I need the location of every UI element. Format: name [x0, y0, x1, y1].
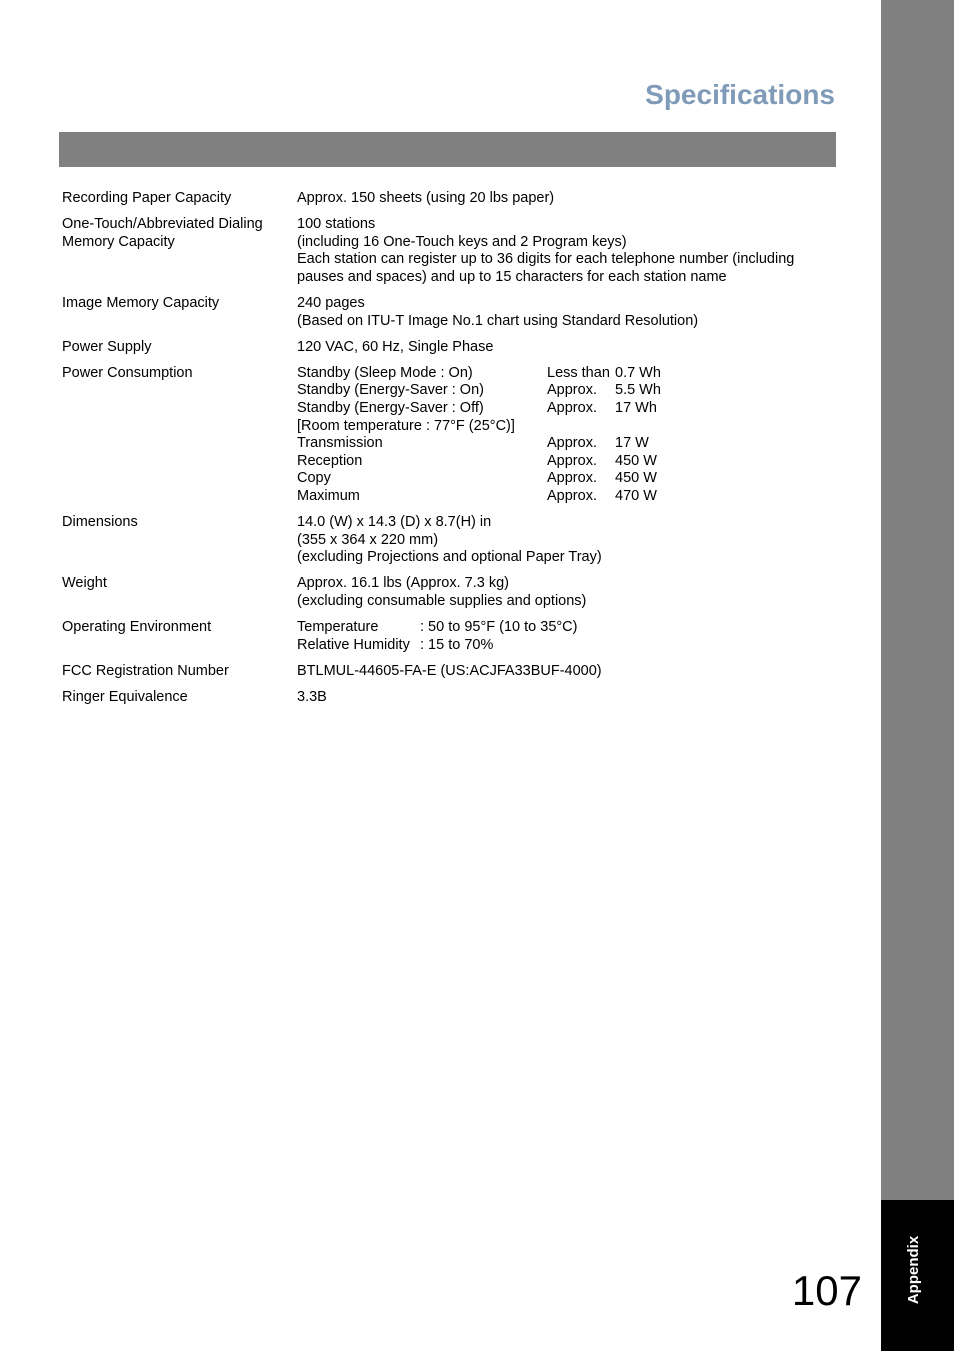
spec-label: Image Memory Capacity: [62, 294, 220, 311]
spec-value-line: BTLMUL-44605-FA-E (US:ACJFA33BUF-4000): [297, 662, 602, 679]
spec-row-power-supply: [62, 339, 822, 357]
page-title: Specifications: [645, 79, 835, 110]
power-qualifier: Approx.: [547, 452, 597, 469]
spec-value-line: 240 pages: [297, 294, 365, 311]
environment-row: [297, 619, 822, 637]
power-consumption-row: [297, 418, 822, 436]
power-consumption-row: [297, 382, 822, 400]
spec-value: [297, 190, 822, 208]
power-qualifier: Approx.: [547, 435, 597, 452]
spec-value-line: 14.0 (W) x 14.3 (D) x 8.7(H) in: [297, 514, 492, 530]
power-qualifier: Approx.: [547, 470, 597, 487]
spec-label: Power Supply: [62, 338, 152, 355]
power-qualifier: Approx.: [547, 487, 597, 504]
spec-value-line: pauses and spaces) and up to 15 characters for each station name: [297, 268, 727, 285]
power-value: 470 W: [615, 487, 657, 504]
spec-label: Recording Paper Capacity: [62, 190, 232, 206]
spec-value: [297, 689, 822, 707]
power-qualifier: [547, 418, 615, 436]
spec-value-line: (excluding consumable supplies and options): [297, 592, 587, 609]
spec-row-weight: [62, 575, 822, 610]
power-mode: Maximum: [297, 487, 360, 504]
environment-key: Relative Humidity: [297, 636, 410, 653]
power-value: 5.5 Wh: [615, 382, 661, 399]
page-number: 107: [791, 1267, 862, 1314]
spec-row-dialing-memory: [62, 216, 822, 286]
spec-label: Weight: [62, 575, 107, 592]
spec-label-line: Memory Capacity: [62, 233, 175, 250]
power-mode: Reception: [297, 452, 363, 469]
spec-label: [62, 216, 297, 286]
power-value: 450 W: [615, 470, 657, 487]
power-mode: Standby (Energy-Saver : Off): [297, 399, 484, 416]
spec-label: Dimensions: [62, 514, 138, 530]
spec-value: [297, 575, 822, 610]
power-mode: Standby (Sleep Mode : On): [297, 364, 473, 381]
spec-label-line: One-Touch/Abbreviated Dialing: [62, 216, 263, 233]
spec-row-recording-paper: [62, 190, 822, 208]
power-qualifier: Approx.: [547, 399, 597, 416]
power-value: 17 Wh: [615, 399, 657, 416]
spec-value: [297, 295, 822, 330]
power-consumption-row: [297, 488, 822, 506]
spec-value-line: (Based on ITU-T Image No.1 chart using Standard Resolution): [297, 312, 699, 329]
power-value: 0.7 Wh: [615, 364, 661, 381]
power-mode: Transmission: [297, 435, 383, 452]
power-value: 450 W: [615, 452, 657, 469]
environment-value: : 50 to 95°F (10 to 35°C): [420, 618, 578, 635]
power-consumption-row: [297, 400, 822, 418]
side-tab: [881, 0, 954, 1200]
spec-label: Operating Environment: [62, 618, 212, 635]
power-mode: Copy: [297, 470, 331, 487]
spec-row-operating-environment: [62, 619, 822, 654]
environment-key: Temperature: [297, 618, 379, 635]
spec-row-ringer-equivalence: [62, 689, 822, 707]
spec-value-line: Each station can register up to 36 digits for each telephone number (including: [297, 251, 795, 268]
spec-value: [297, 339, 822, 357]
environment-row: [297, 637, 822, 655]
power-consumption-row: [297, 470, 822, 488]
spec-value-line: Approx. 16.1 lbs (Approx. 7.3 kg): [297, 575, 509, 592]
environment-value: : 15 to 70%: [420, 636, 494, 653]
spec-value-line: (including 16 One-Touch keys and 2 Program keys): [297, 233, 627, 250]
power-mode: Standby (Energy-Saver : On): [297, 382, 484, 399]
spec-value-line: (355 x 364 x 220 mm): [297, 531, 439, 548]
spec-value-line: (excluding Projections and optional Paper Tray): [297, 549, 602, 566]
spec-list: [62, 190, 822, 715]
spec-label: Ringer Equivalence: [62, 688, 188, 705]
spec-label: FCC Registration Number: [62, 662, 229, 679]
spec-value-line: 100 stations: [297, 216, 376, 233]
spec-row-dimensions: [62, 514, 822, 567]
spec-value-line: 120 VAC, 60 Hz, Single Phase: [297, 338, 494, 355]
spec-value: [297, 216, 822, 286]
spec-value-line: Approx. 150 sheets (using 20 lbs paper): [297, 190, 555, 206]
power-consumption-row: [297, 435, 822, 453]
spec-value: [297, 663, 822, 681]
power-value: 17 W: [615, 435, 649, 452]
header-bar: [59, 132, 836, 167]
power-qualifier: Approx.: [547, 382, 597, 399]
section-label: Appendix: [905, 1235, 922, 1305]
spec-value: [297, 514, 822, 567]
spec-row-image-memory: [62, 295, 822, 330]
spec-value: [297, 365, 822, 506]
power-qualifier: Less than: [547, 364, 610, 381]
spec-value: [297, 619, 822, 654]
power-mode: [Room temperature : 77°F (25°C)]: [297, 417, 515, 434]
power-consumption-row: [297, 453, 822, 471]
spec-label: Power Consumption: [62, 364, 193, 381]
spec-value-line: 3.3B: [297, 688, 327, 705]
spec-row-power-consumption: [62, 365, 822, 506]
power-consumption-row: [297, 365, 822, 383]
spec-row-fcc-registration: [62, 663, 822, 681]
